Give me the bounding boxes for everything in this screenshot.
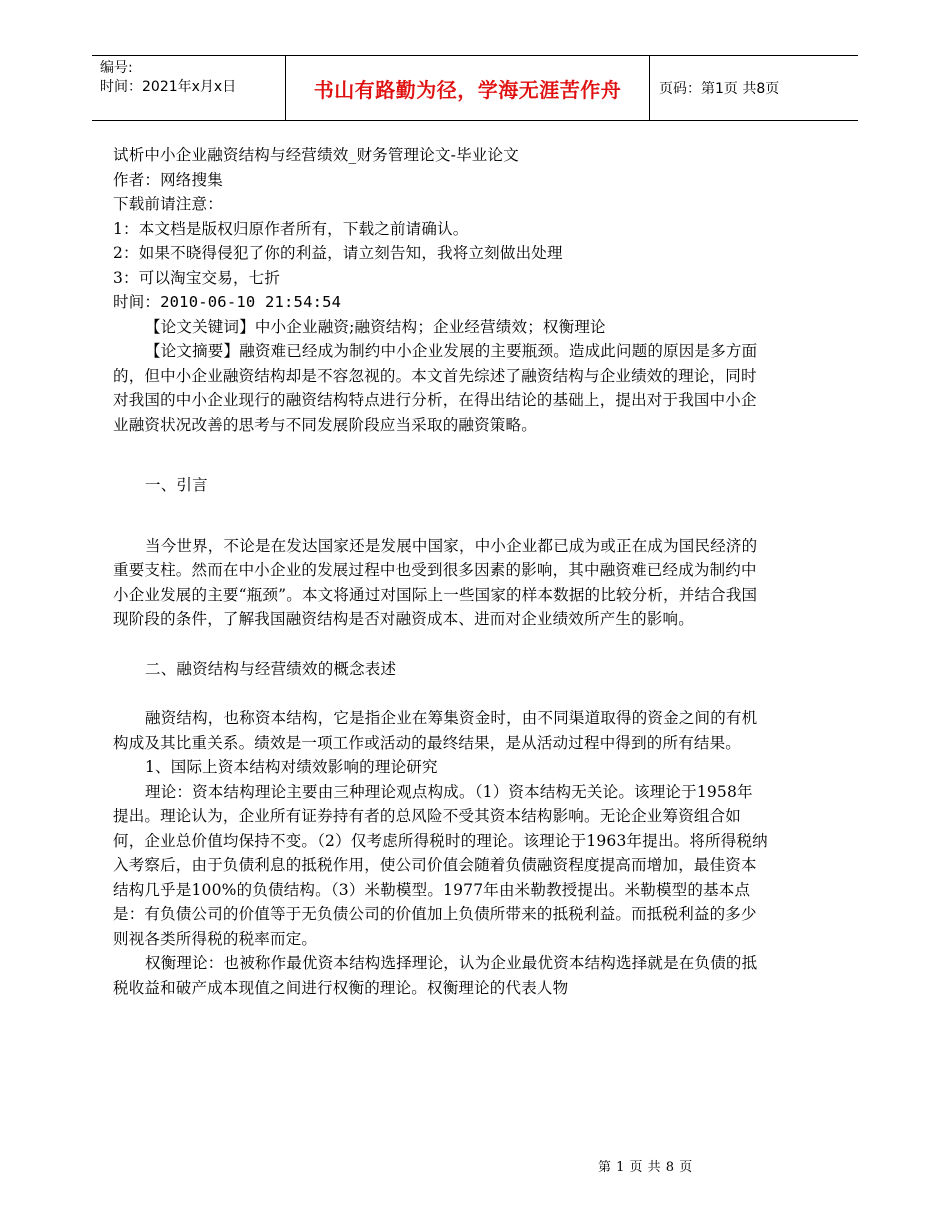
page-footer: 第 1 页 共 8 页 (598, 1160, 693, 1175)
spacer (113, 681, 768, 706)
notice-heading: 下载前请注意： (113, 195, 223, 213)
document-number-label: 编号: (100, 60, 133, 76)
keywords-paragraph: 【论文关键词】中小企业融资;融资结构；企业经营绩效；权衡理论 (145, 317, 606, 336)
notice-item-2: 2：如果不晓得侵犯了你的利益，请立刻告知，我将立刻做出处理 (113, 244, 563, 262)
section-2-heading: 二、融资结构与经营绩效的概念表述 (145, 659, 397, 678)
spacer (113, 437, 768, 473)
header-info-cell (92, 56, 285, 120)
publish-time: 时间：2010-06-10 21:54:54 (113, 293, 342, 311)
subsection-1-heading: 1、国际上资本结构对绩效影响的理论研究 (145, 758, 438, 776)
page-header (92, 55, 858, 121)
spacer (113, 632, 768, 657)
notice-item-1: 1：本文档是版权归原作者所有，下载之前请确认。 (113, 219, 469, 238)
abstract-paragraph: 【论文摘要】融资难已经成为制约中小企业发展的主要瓶颈。造成此问题的原因是多方面的，但中小企业融资结构却是不容忽视的。本文首先综述了融资结构与企业绩效的理论，同时对我国的中小企业现行的融资结构特点进行分析，在得出结论的基础上，提出对于我国中小企业融资状况改善的思考与不同发展阶段应当采取的融资策略。 (113, 342, 758, 434)
section-1-heading: 一、引言 (145, 476, 208, 494)
section-1-paragraph: 当今世界，不论是在发达国家还是发展中国家，中小企业都已成为或正在成为国民经济的重要支柱。然而在中小企业的发展过程中也受到很多因素的影响，其中融资难已经成为制约中小企业发展的主要“瓶颈”。本文将通过对国际上一些国家的样本数据的比较分析，并结合我国现阶段的条件，了解我国融资结构是否对融资成本、进而对企业绩效所产生的影响。 (113, 536, 758, 628)
article-title: 试析中小企业融资结构与经营绩效_财务管理论文-毕业论文 (113, 146, 519, 164)
notice-item-3: 3：可以淘宝交易，七折 (113, 268, 281, 287)
section-2-paragraph: 融资结构，也称资本结构，它是指企业在筹集资金时，由不同渠道取得的资金之间的有机构成及其比重关系。绩效是一项工作或活动的最终结果，是从活动过程中得到的所有结果。 (113, 709, 758, 752)
article-author: 作者：网络搜集 (113, 170, 223, 189)
header-page-label: 页码：第1页 共8页 (659, 81, 780, 97)
article-body (113, 143, 768, 1000)
header-motto: 书山有路勤为径，学海无涯苦作舟 (285, 56, 650, 120)
theory-paragraph: 理论：资本结构理论主要由三种理论观点构成。（1）资本结构无关论。该理论于1958年提出。理论认为，企业所有证券持有者的总风险不受其资本结构影响。无论企业筹资组合如何，企业总价值均保持不变。（2）仅考虑所得税时的理论。该理论于1963年提出。将所得税纳入考察后，由于负债利息的抵税作用，使公司价值会随着负债融资程度提高而增加，最佳资本结构几乎是100%的负债结构。（3）米勒模型。1977年由米勒教授提出。米勒模型的基本点是：有负债公司的价值等于无负债公司的价值加上负债所带来的抵税利益。而抵税利益的多少则视各类所得税的税率而定。 (113, 782, 768, 948)
tradeoff-paragraph: 权衡理论：也被称作最优资本结构选择理论，认为企业最优资本结构选择就是在负债的抵税收益和破产成本现值之间进行权衡的理论。权衡理论的代表人物 (113, 954, 758, 997)
document-time-label: 时间：2021年x月x日 (100, 79, 237, 95)
spacer (113, 498, 768, 534)
